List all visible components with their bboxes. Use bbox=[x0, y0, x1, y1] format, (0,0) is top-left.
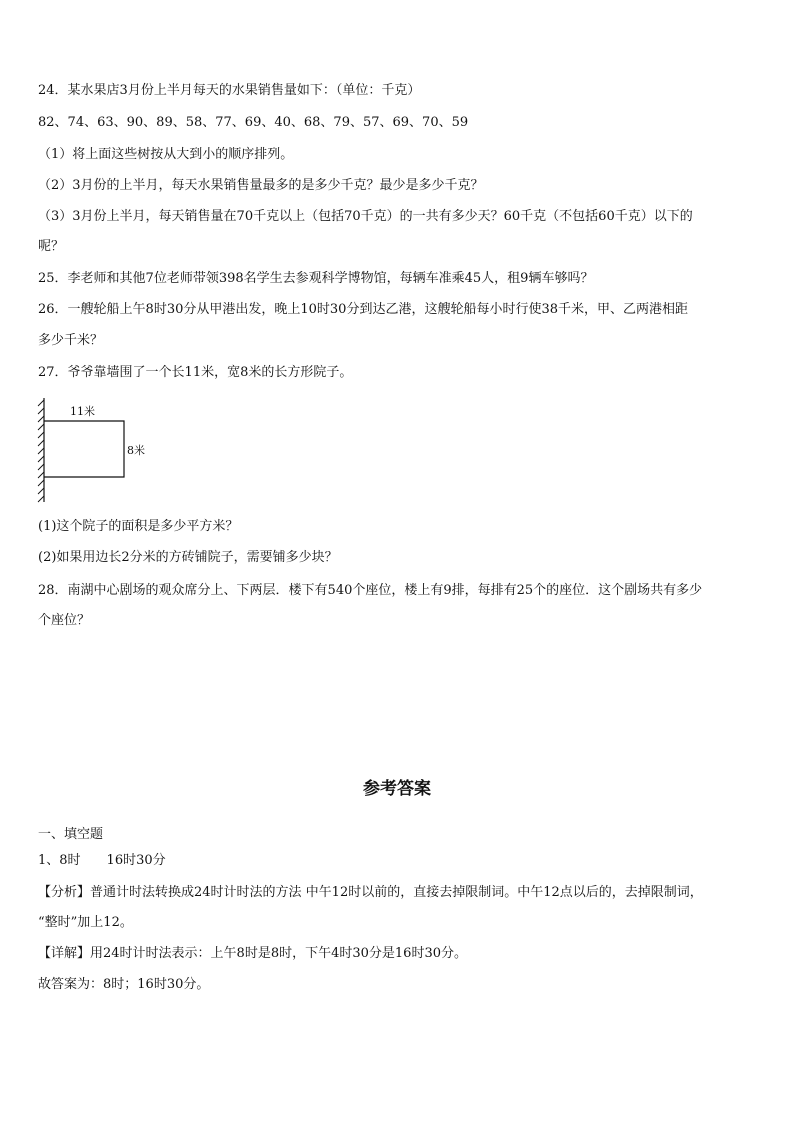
width-label: 8米 bbox=[127, 444, 145, 457]
q26-line2: 多少千米？ bbox=[38, 333, 104, 348]
yard-diagram bbox=[36, 396, 166, 506]
answers-title: 参考答案 bbox=[363, 779, 431, 799]
q27-part2: (2)如果用边长2分米的方砖铺院子，需要铺多少块？ bbox=[38, 550, 338, 565]
q24-part2: （2）3月份的上半月，每天水果销售量最多的是多少千克？最少是多少千克？ bbox=[38, 178, 484, 193]
q25: 25．李老师和其他7位老师带领398名学生去参观科学博物馆，每辆车准乘45人，租9辆车够吗？ bbox=[38, 271, 594, 286]
conclusion: 故答案为：8时；16时30分。 bbox=[38, 977, 210, 992]
analysis-line1: 【分析】普通计时法转换成24时计时法的方法 中午12时以前的，直接去掉限制词。中午12点以后的，去掉限制词， bbox=[38, 885, 703, 900]
yard-figure bbox=[36, 396, 166, 506]
q24-stem: 24．某水果店3月份上半月每天的水果销售量如下：（单位：千克） bbox=[38, 83, 421, 98]
q24-part3-line2: 呢？ bbox=[38, 239, 65, 254]
section-heading: 一、填空题 bbox=[38, 827, 104, 842]
q24-data: 82、74、63、90、89、58、77、69、40、68、79、57、69、70、59 bbox=[38, 115, 469, 130]
q26-line1: 26．一艘轮船上午8时30分从甲港出发，晚上10时30分到达乙港，这艘轮船每小时行使38千米，甲、乙两港相距 bbox=[38, 302, 688, 317]
q28-line1: 28．南湖中心剧场的观众席分上、下两层．楼下有540个座位，楼上有9排，每排有25个的座位．这个剧场共有多少 bbox=[38, 583, 703, 598]
analysis-line2: “整时”加上12。 bbox=[38, 915, 133, 930]
q24-part3-line1: （3）3月份上半月，每天销售量在70千克以上（包括70千克）的一共有多少天？60千克（不包括60千克）以下的 bbox=[38, 209, 693, 224]
q27-stem: 27．爷爷靠墙围了一个长11米，宽8米的长方形院子。 bbox=[38, 365, 353, 380]
detail: 【详解】用24时计时法表示：上午8时是8时，下午4时30分是16时30分。 bbox=[38, 946, 467, 961]
q28-line2: 个座位？ bbox=[38, 613, 91, 628]
answer-1: 1、8时 16时30分 bbox=[38, 853, 166, 868]
length-label: 11米 bbox=[70, 405, 95, 418]
q24-part1: （1）将上面这些树按从大到小的顺序排列。 bbox=[38, 147, 294, 162]
q27-part1: (1)这个院子的面积是多少平方米？ bbox=[38, 519, 239, 534]
